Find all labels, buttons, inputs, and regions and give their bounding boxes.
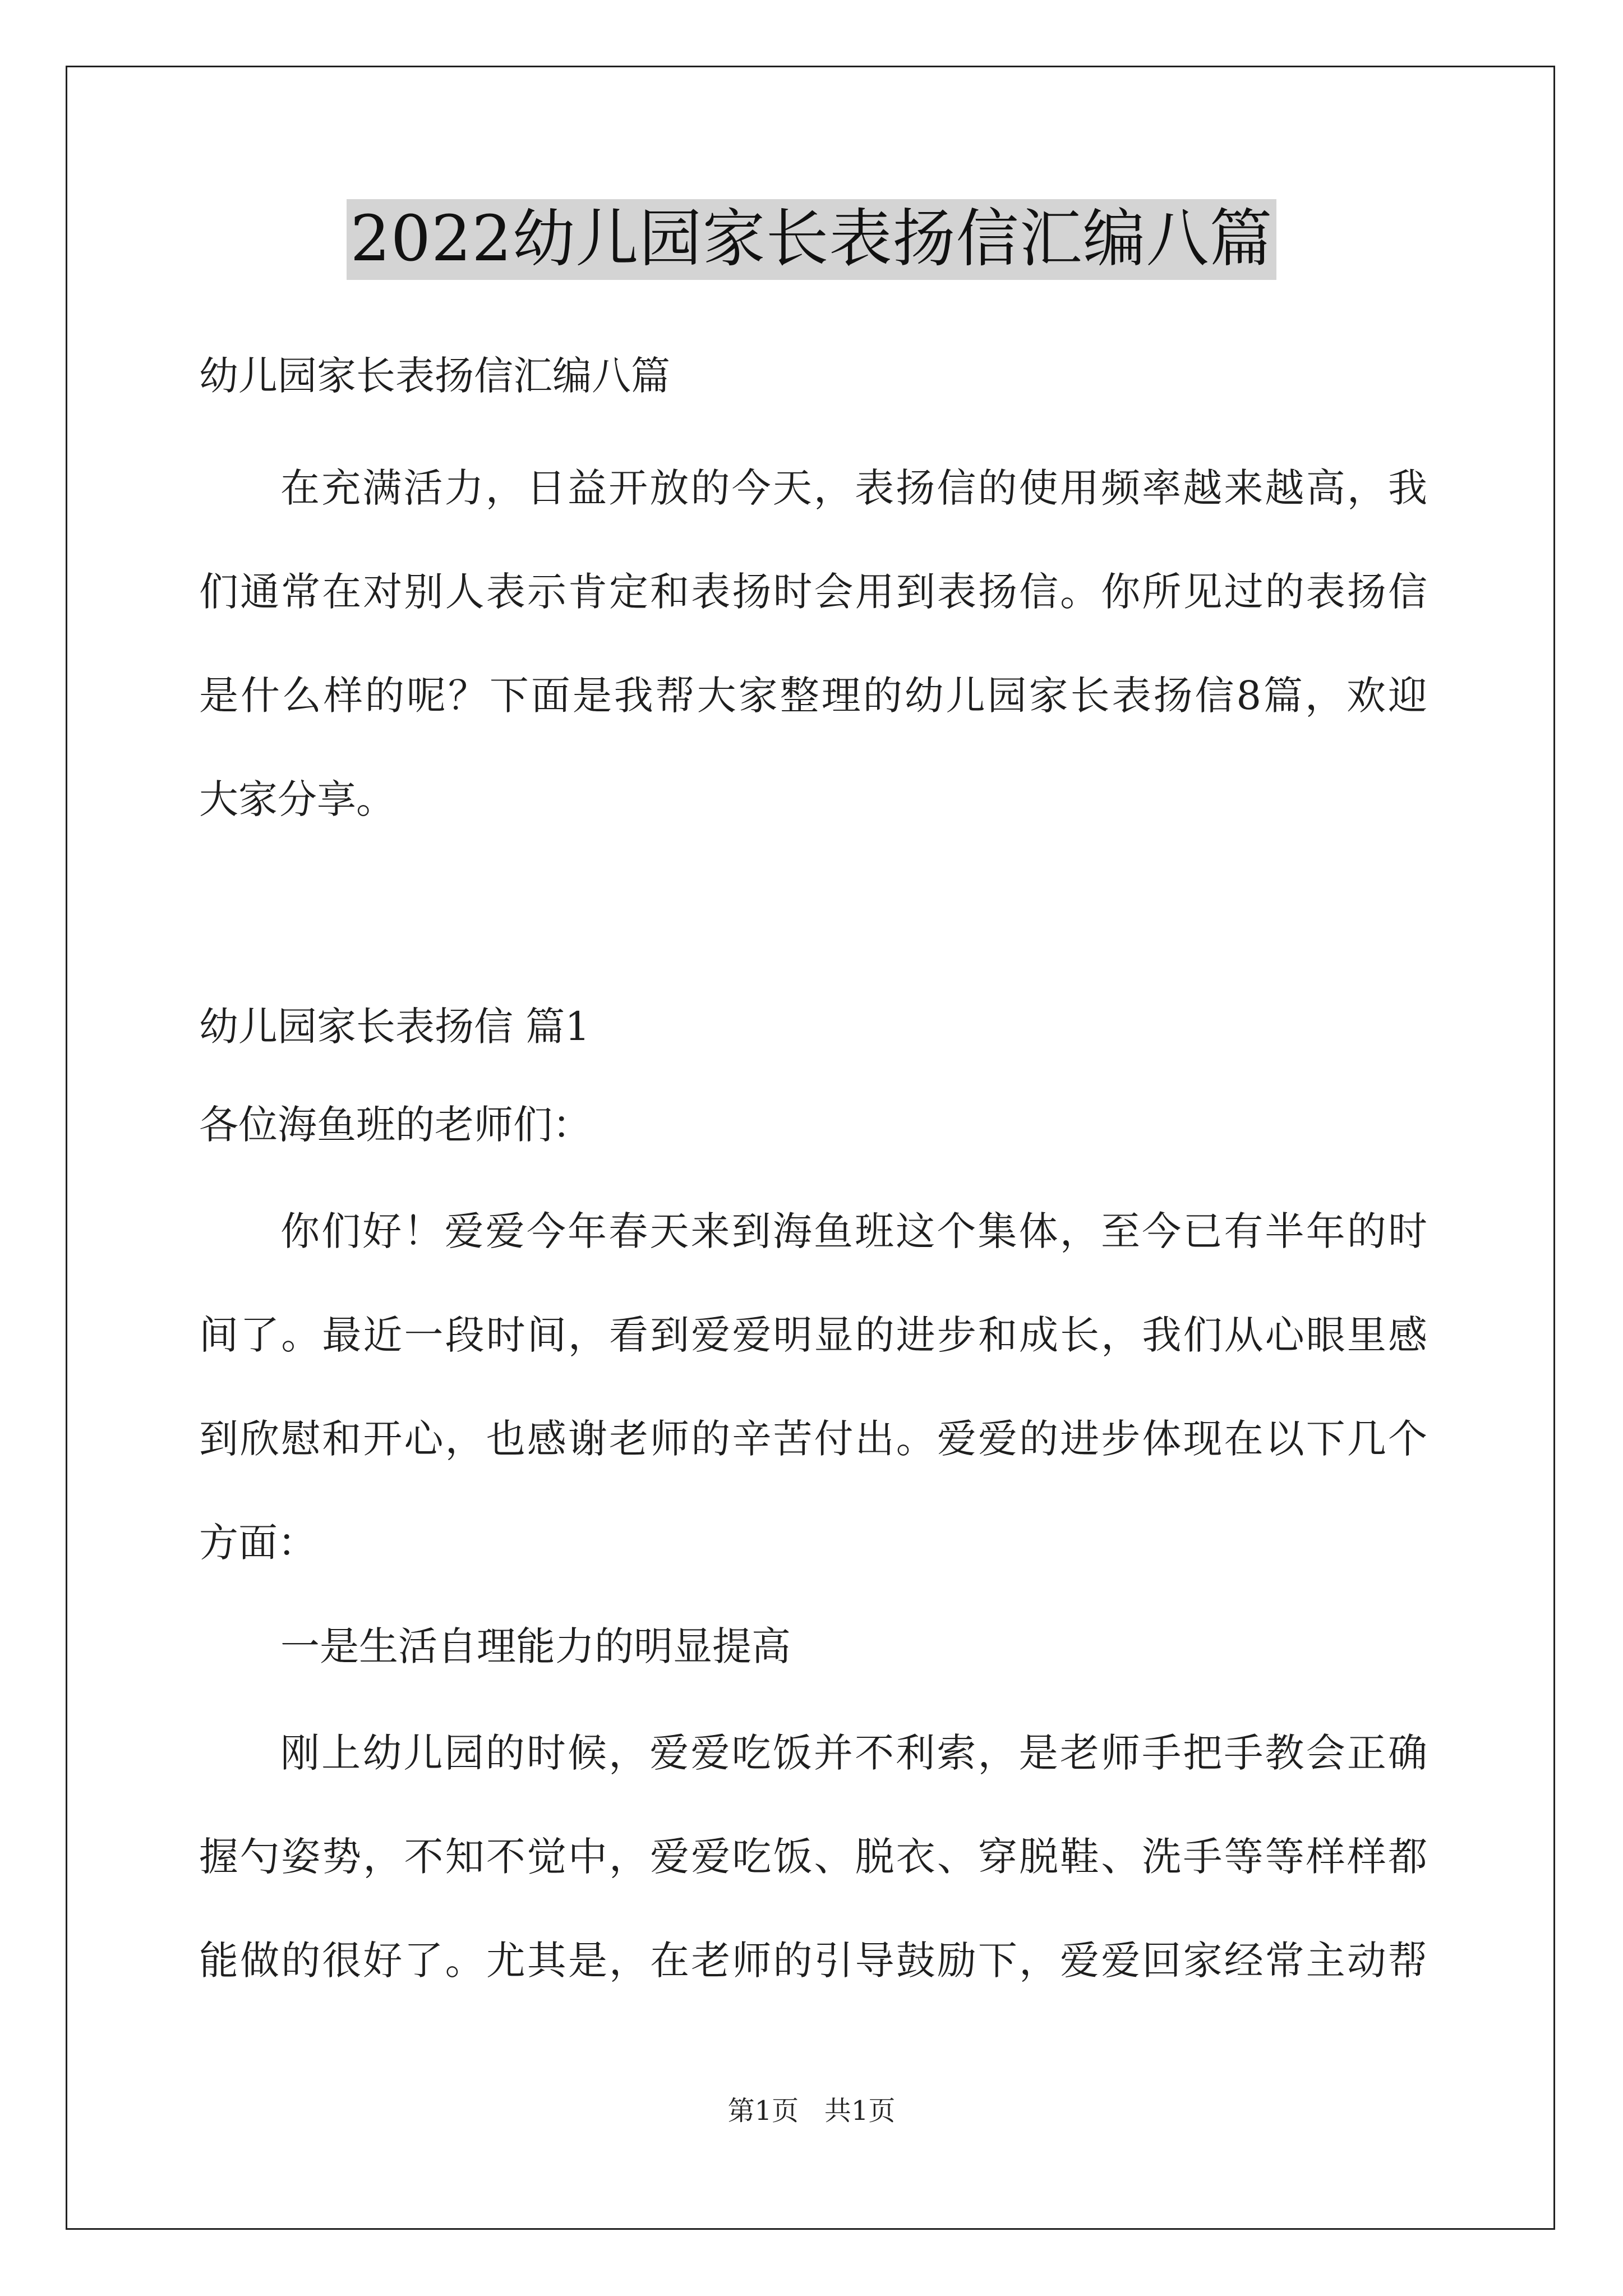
paragraph1-line-1: 你们好！爱爱今年春天来到海鱼班这个集体，至今已有半年的时 bbox=[280, 1208, 1427, 1254]
page-footer: 第1页 共1页 bbox=[727, 2095, 896, 2127]
paragraph2-line-2: 握勺姿势，不知不觉中，爱爱吃饭、脱衣、穿脱鞋、洗手等等样样都 bbox=[199, 1834, 1427, 1880]
section-heading: 幼儿园家长表扬信 篇1 bbox=[199, 1004, 590, 1050]
paragraph2-line-3: 能做的很好了。尤其是，在老师的引导鼓励下，爱爱回家经常主动帮 bbox=[199, 1938, 1427, 1984]
paragraph2-line-1: 刚上幼儿园的时候，爱爱吃饭并不利索，是老师手把手教会正确 bbox=[280, 1730, 1427, 1776]
title-block bbox=[0, 199, 1623, 280]
paragraph1-line-3: 到欣慰和开心，也感谢老师的辛苦付出。爱爱的进步体现在以下几个 bbox=[199, 1416, 1427, 1462]
intro-line-3: 是什么样的呢？下面是我帮大家整理的幼儿园家长表扬信8篇，欢迎 bbox=[199, 673, 1427, 719]
document-subtitle: 幼儿园家长表扬信汇编八篇 bbox=[199, 353, 670, 399]
document-title: 2022幼儿园家长表扬信汇编八篇 bbox=[347, 199, 1276, 280]
salutation: 各位海鱼班的老师们： bbox=[199, 1102, 592, 1148]
intro-line-1: 在充满活力，日益开放的今天，表扬信的使用频率越来越高，我 bbox=[280, 465, 1427, 511]
paragraph1-line-4: 方面： bbox=[199, 1520, 317, 1566]
intro-line-2: 们通常在对别人表示肯定和表扬时会用到表扬信。你所见过的表扬信 bbox=[199, 569, 1427, 615]
paragraph1-line-2: 间了。最近一段时间，看到爱爱明显的进步和成长，我们从心眼里感 bbox=[199, 1312, 1427, 1358]
point-heading-1: 一是生活自理能力的明显提高 bbox=[280, 1623, 791, 1669]
intro-line-4: 大家分享。 bbox=[199, 776, 395, 822]
